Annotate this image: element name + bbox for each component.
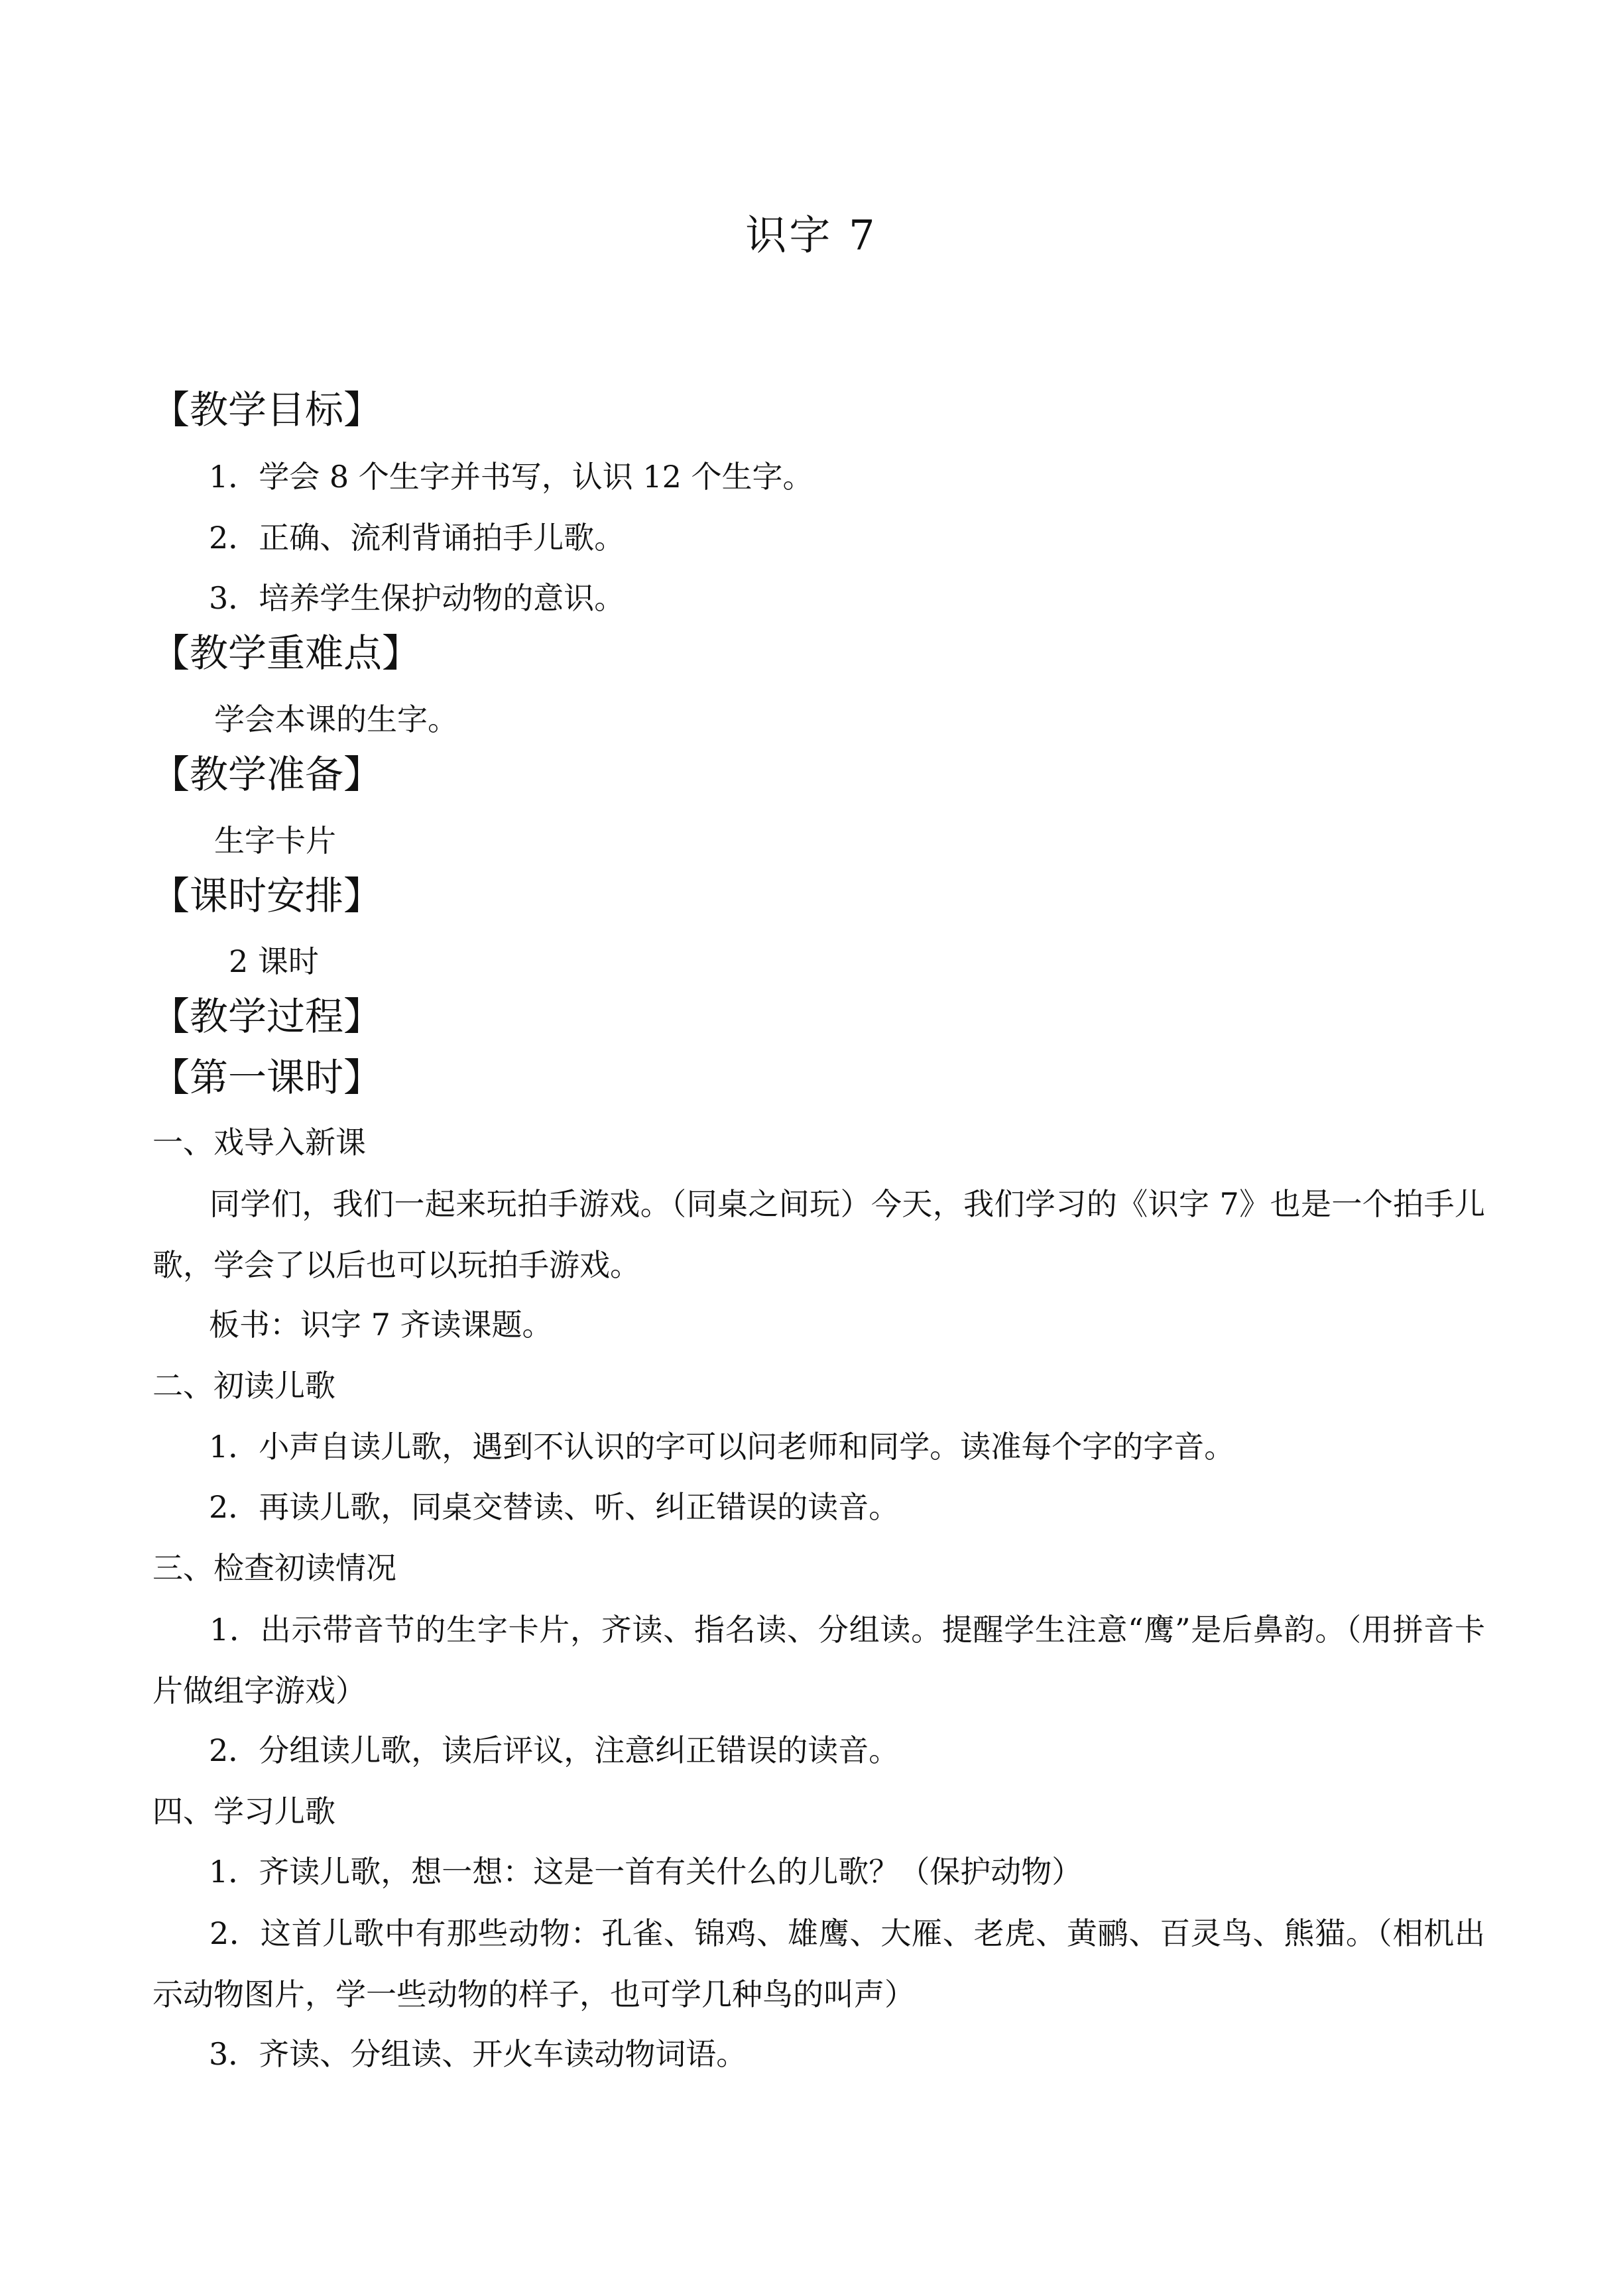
objective-item-1: 1．学会 8 个生字并书写，认识 12 个生字。: [209, 459, 813, 495]
section-title-3: 三、检查初读情况: [152, 1550, 396, 1586]
objective-item-2: 2．正确、流利背诵拍手儿歌。: [209, 520, 625, 556]
section-2-paragraph-1: 1．小声自读儿歌，遇到不认识的字可以问老师和同学。读准每个字的字音。: [209, 1429, 1235, 1465]
section-3-paragraph-1: 1．出示带音节的生字卡片，齐读、指名读、分组读。提醒学生注意“鹰”是后鼻韵。（用拼音卡片做组字游戏）: [152, 1612, 1485, 1709]
section-4-paragraph-1: 1．齐读儿歌，想一想：这是一首有关什么的儿歌？（保护动物）: [209, 1854, 1083, 1890]
section-1-paragraph-1: 同学们，我们一起来玩拍手游戏。（同桌之间玩）今天，我们学习的《识字 7》也是一个拍手儿歌，学会了以后也可以玩拍手游戏。: [152, 1186, 1485, 1283]
section-title-2: 二、初读儿歌: [152, 1368, 335, 1404]
schedule-text: 2 课时: [229, 943, 319, 979]
section-3-paragraph-2: 2．分组读儿歌，读后评议，注意纠正错误的读音。: [209, 1732, 900, 1768]
section-4-paragraph-3: 3．齐读、分组读、开火车读动物词语。: [209, 2036, 747, 2072]
key-points-heading: 【教学重难点】: [151, 631, 421, 676]
first-lesson-heading: 【第一课时】: [151, 1055, 383, 1100]
process-heading: 【教学过程】: [151, 994, 383, 1039]
document-title: 识字 7: [745, 211, 878, 259]
section-1-paragraph-2: 板书：识字 7 齐读课题。: [209, 1307, 553, 1343]
section-2-paragraph-2: 2．再读儿歌，同桌交替读、听、纠正错误的读音。: [209, 1489, 900, 1525]
section-title-1: 一、戏导入新课: [152, 1124, 366, 1160]
section-title-4: 四、学习儿歌: [152, 1793, 335, 1829]
section-4-paragraph-2: 2．这首儿歌中有那些动物：孔雀、锦鸡、雄鹰、大雁、老虎、黄鹂、百灵鸟、熊猫。（相机出示动物图片，学一些动物的样子，也可学几种鸟的叫声）: [152, 1915, 1485, 2012]
preparation-text: 生字卡片: [214, 823, 336, 859]
schedule-heading: 【课时安排】: [151, 873, 383, 918]
objective-item-3: 3．培养学生保护动物的意识。: [209, 580, 625, 616]
preparation-heading: 【教学准备】: [151, 752, 383, 797]
objectives-heading: 【教学目标】: [151, 387, 383, 432]
key-points-text: 学会本课的生字。: [214, 701, 458, 737]
